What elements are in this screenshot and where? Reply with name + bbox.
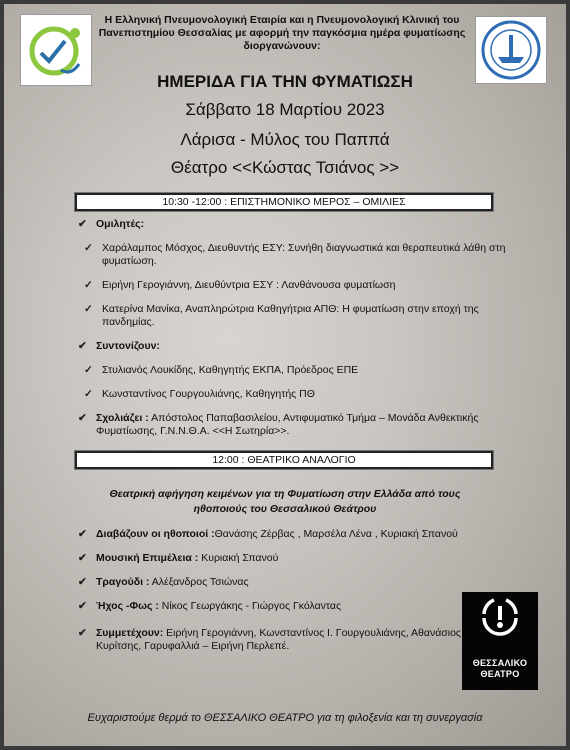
list-item: ✓ Χαράλαμπος Μόσχος, Διευθυντής ΕΣΥ: Συνήθη διαγνωστικά και θεραπευτικά λάθη στη φυματίωση. — [84, 242, 506, 267]
credit-item: ✔ Τραγούδι : Αλέξανδρος Τσιώνας — [78, 576, 249, 588]
credit-item: ✔ Μουσική Επιμέλεια : Κυριακή Σπανού — [78, 552, 279, 564]
check-icon: ✔ — [78, 600, 87, 612]
credit-item: ✔ Συμμετέχουν: Ειρήνη Γερογιάννη, Κωνσταντίνος Ι. Γουργουλιάνης, Αθανάσιος Κυρίτσης, Γαρυφαλλιά – Ειρήνη Περλεπέ. — [78, 627, 461, 652]
check-icon: ✔ — [78, 412, 87, 424]
commentator-item: ✔ Σχολιάζει : Απόστολος Παπαβασιλείου, Αντιφυματικό Τμήμα – Μονάδα Ανθεκτικής Φυματίωσης, Γ.Ν.Ν.Θ.Α. <<Η Σωτηρία>>. — [78, 412, 479, 437]
check-icon: ✓ — [84, 242, 93, 254]
check-icon: ✓ — [84, 364, 93, 376]
check-icon: ✔ — [78, 218, 87, 230]
page-title: ΗΜΕΡΙΔΑ ΓΙΑ ΤΗΝ ΦΥΜΑΤΙΩΣΗ — [157, 72, 413, 91]
theatre-mask-icon — [462, 592, 538, 656]
list-item: ✓ Κωνσταντίνος Γουργουλιάνης, Καθηγητής ΠΘ — [84, 388, 315, 400]
list-item: ✓ Στυλιανός Λουκίδης, Καθηγητής ΕΚΠΑ, Πρόεδρος ΕΠΕ — [84, 364, 359, 376]
moderators-heading: ✔ Συντονίζουν: — [78, 340, 160, 352]
intro-text: Η Ελληνική Πνευμονολογική Εταιρία και η Πνευμονολογική Κλινική του Πανεπιστημίου Θεσσαλίας με αφορμή την παγκόσμια ημέρα φυματίωσης διοργανώνουν: — [98, 14, 466, 52]
event-date: Σάββατο 18 Μαρτίου 2023 — [185, 100, 385, 119]
section-theatre-heading: 12:00 : ΘΕΑΤΡΙΚΟ ΑΝΑΛΟΓΙΟ — [75, 451, 493, 469]
event-venue: Θέατρο <<Κώστας Τσιάνος >> — [170, 158, 400, 177]
theatre-logo — [462, 592, 538, 690]
check-icon: ✔ — [78, 627, 87, 639]
check-icon: ✔ — [78, 340, 87, 352]
theatre-subtitle: Θεατρική αφήγηση κειμένων για τη Φυματίωση στην Ελλάδα από τους ηθοποιούς του Θεσσαλικού Θεάτρου — [109, 488, 461, 515]
check-icon: ✔ — [78, 552, 87, 564]
theatre-logo-text: ΘΕΣΣΑΛΙΚΟ ΘΕΑΤΡΟ — [472, 658, 528, 679]
check-icon: ✔ — [78, 528, 87, 540]
event-place: Λάρισα - Μύλος του Παππά — [180, 130, 390, 149]
theatre-credits — [78, 528, 476, 664]
list-item: ✓ Ειρήνη Γερογιάννη, Διευθύντρια ΕΣΥ : Λανθάνουσα φυματίωση — [84, 279, 396, 291]
check-icon: ✓ — [84, 279, 93, 291]
section-scientific-heading: 10:30 -12:00 : ΕΠΙΣΤΗΜΟΝΙΚΟ ΜΕΡΟΣ – ΟΜΙΛΙΕΣ — [75, 193, 493, 211]
list-item: ✓ Κατερίνα Μανίκα, Αναπληρώτρια Καθηγήτρια ΑΠΘ: Η φυματίωση στην εποχή της πανδημίας. — [84, 303, 479, 328]
scientific-program — [78, 218, 522, 449]
check-icon: ✓ — [84, 388, 93, 400]
credit-item: ✔ Διαβάζουν οι ηθοποιοί :Θανάσης Ζέρβας , Μαρσέλα Λένα , Κυριακή Σπανού — [78, 528, 458, 540]
check-icon: ✓ — [84, 303, 93, 315]
credit-item: ✔ Ήχος -Φως : Νίκος Γεωργάκης - Γιώργος Γκόλαντας — [78, 600, 342, 612]
thanks-note: Ευχαριστούμε θερμά το ΘΕΣΣΑΛΙΚΟ ΘΕΑΤΡΟ για τη φιλοξενία και τη συνεργασία — [87, 712, 483, 724]
speakers-heading: ✔ Ομιλητές: — [78, 218, 145, 230]
check-icon: ✔ — [78, 576, 87, 588]
